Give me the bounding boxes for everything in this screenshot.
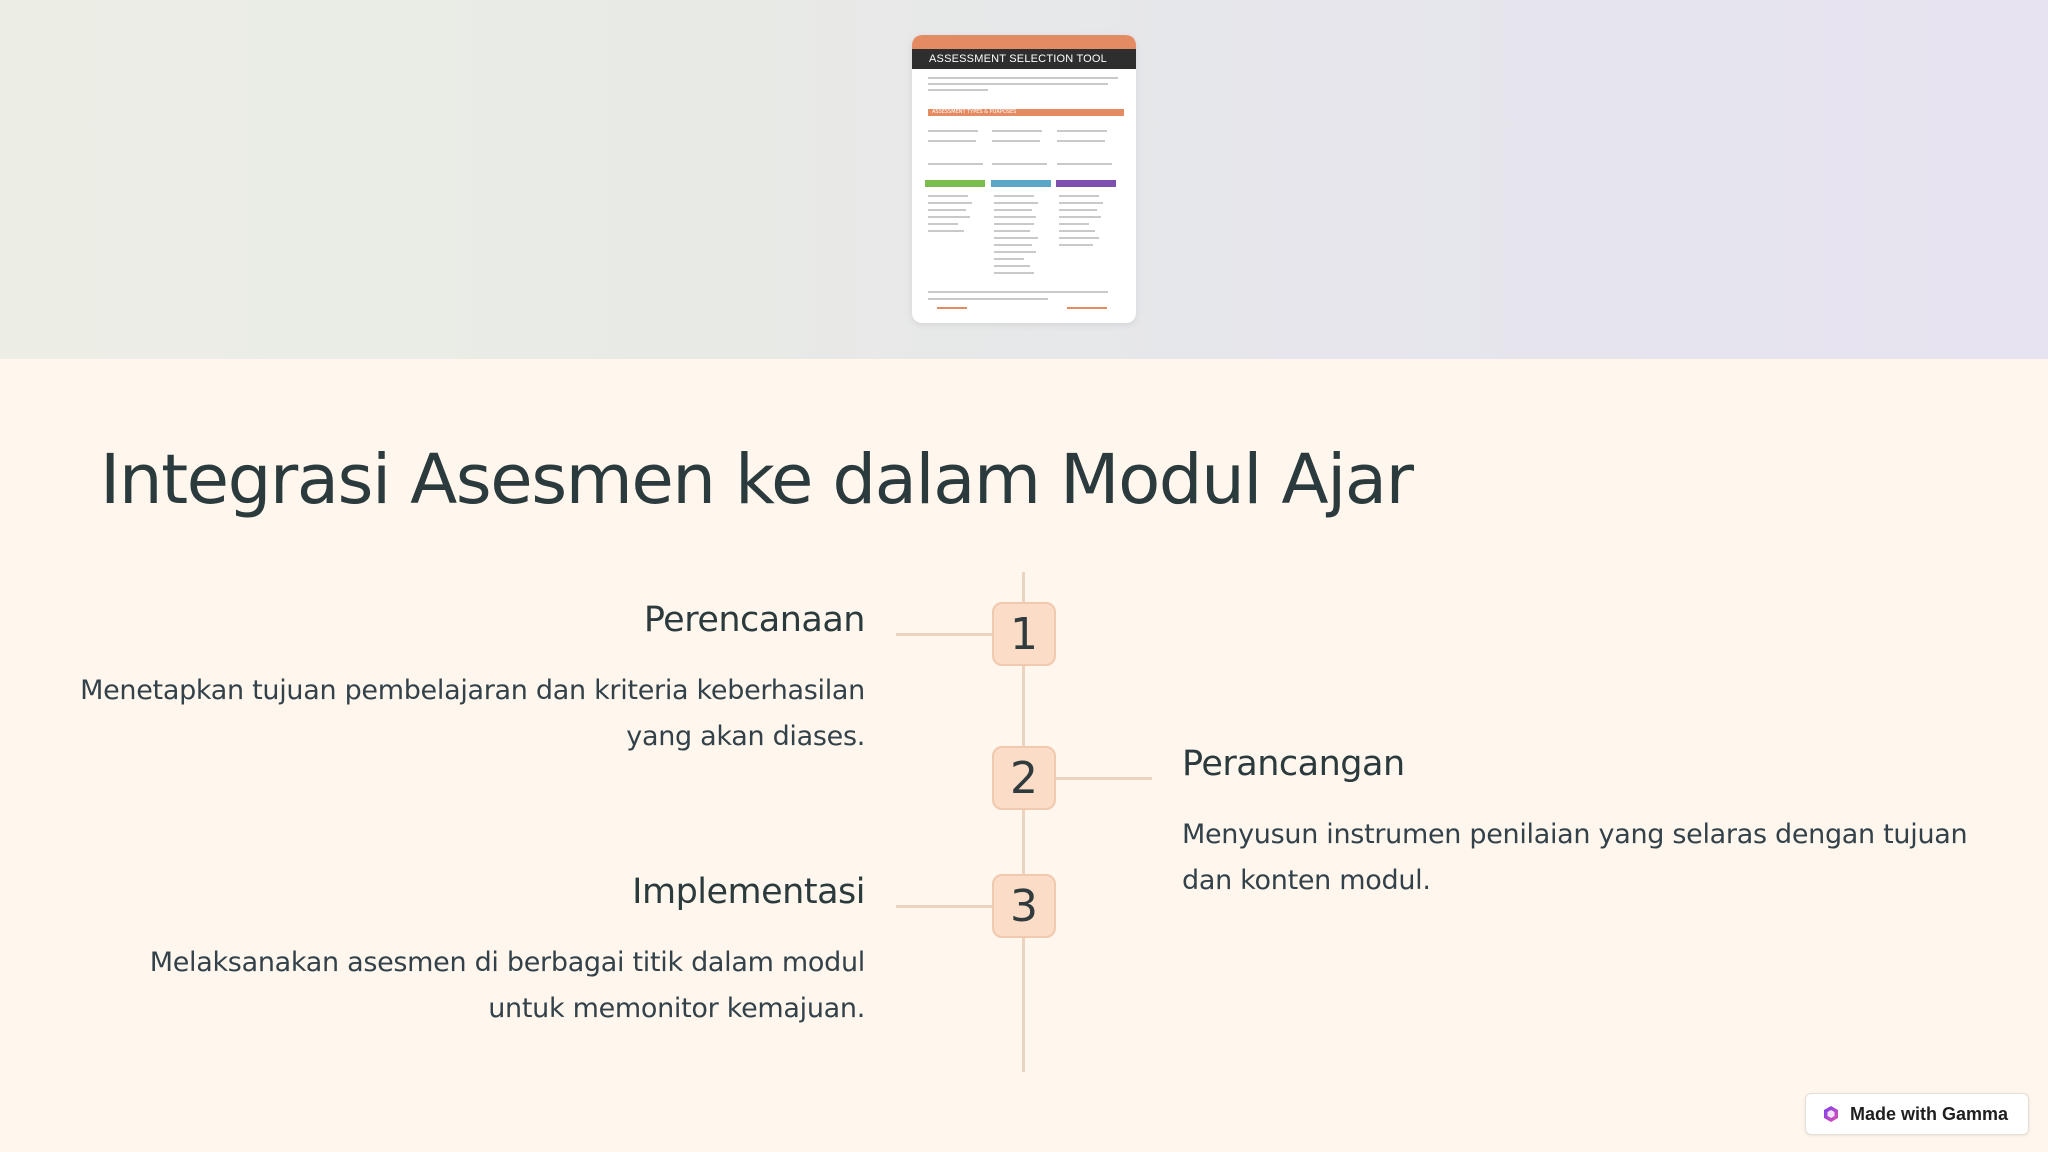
step-3-description-line-2: untuk memonitor kemajuan. <box>488 993 865 1024</box>
document-text-line <box>992 140 1040 142</box>
page-title: Integrasi Asesmen ke dalam Modul Ajar <box>100 440 1413 520</box>
step-1-connector <box>896 633 992 636</box>
document-text-line <box>928 83 1108 85</box>
document-text-line <box>928 298 1048 300</box>
document-text-line <box>1057 130 1107 132</box>
document-band-text: ASSESSMENT TYPES & PURPOSES <box>932 109 1017 115</box>
document-text-line <box>928 130 978 132</box>
document-text-line <box>994 258 1024 260</box>
document-text-line <box>994 195 1034 197</box>
document-section-band <box>928 109 1124 116</box>
document-footer-line <box>1067 307 1107 309</box>
document-text-line <box>928 89 988 91</box>
document-text-line <box>994 202 1038 204</box>
document-text-line <box>928 209 966 211</box>
document-text-line <box>994 251 1036 253</box>
document-text-line <box>992 130 1042 132</box>
document-column-band-summative <box>1056 180 1116 187</box>
document-text-line <box>928 230 964 232</box>
step-1-title: Perencanaan <box>643 600 865 640</box>
document-title-bar <box>912 49 1136 69</box>
document-text-line <box>994 230 1030 232</box>
step-3-description <box>65 940 865 1032</box>
step-1-description <box>65 668 865 760</box>
document-text-line <box>928 77 1118 79</box>
document-text-line <box>1059 230 1095 232</box>
document-text-line <box>1059 202 1103 204</box>
document-text-line <box>1059 209 1097 211</box>
document-text-line <box>994 272 1034 274</box>
document-text-line <box>994 209 1032 211</box>
step-2-description-line-2: dan konten modul. <box>1182 865 1431 896</box>
document-text-line <box>928 163 983 165</box>
document-text-line <box>1059 237 1099 239</box>
gamma-logo-icon <box>1822 1105 1840 1123</box>
step-1-description-line-2: yang akan diases. <box>626 721 865 752</box>
document-text-line <box>994 223 1034 225</box>
hero-banner <box>0 0 2048 359</box>
document-text-line <box>1059 223 1089 225</box>
document-text-line <box>994 216 1036 218</box>
document-text-line <box>928 195 968 197</box>
document-column-band-interim <box>991 180 1051 187</box>
document-text-line <box>928 216 970 218</box>
step-2-title: Perancangan <box>1182 744 1405 784</box>
document-top-bar <box>912 35 1136 49</box>
made-with-gamma-badge[interactable] <box>1805 1093 2029 1135</box>
document-text-line <box>994 237 1038 239</box>
step-3-connector <box>896 905 992 908</box>
step-2-description <box>1182 812 2002 904</box>
document-text-line <box>994 265 1030 267</box>
document-column-band-formative <box>925 180 985 187</box>
step-1-description-line-1: Menetapkan tujuan pembelajaran dan kriteria keberhasilan <box>80 675 865 706</box>
step-1-number-box: 1 <box>992 602 1056 666</box>
document-text-line <box>992 163 1047 165</box>
document-text-line <box>928 291 1108 293</box>
document-text-line <box>928 140 976 142</box>
document-text-line <box>1059 216 1101 218</box>
step-2-number-box: 2 <box>992 746 1056 810</box>
step-3-number-box: 3 <box>992 874 1056 938</box>
document-text-line <box>994 244 1032 246</box>
document-footer-line <box>937 307 967 309</box>
step-2-description-line-1: Menyusun instrumen penilaian yang selaras dengan tujuan <box>1182 819 1968 850</box>
document-text-line <box>1059 244 1093 246</box>
document-text-line <box>928 202 972 204</box>
step-3-description-line-1: Melaksanakan asesmen di berbagai titik dalam modul <box>149 947 865 978</box>
badge-label: Made with Gamma <box>1850 1103 2009 1124</box>
document-text-line <box>1059 195 1099 197</box>
document-text-line <box>1057 163 1112 165</box>
document-text-line <box>928 223 958 225</box>
document-title: ASSESSMENT SELECTION TOOL <box>929 53 1107 65</box>
assessment-tool-document-image <box>912 35 1136 323</box>
step-2-connector <box>1056 777 1152 780</box>
step-3-title: Implementasi <box>632 872 865 912</box>
document-text-line <box>1057 140 1105 142</box>
